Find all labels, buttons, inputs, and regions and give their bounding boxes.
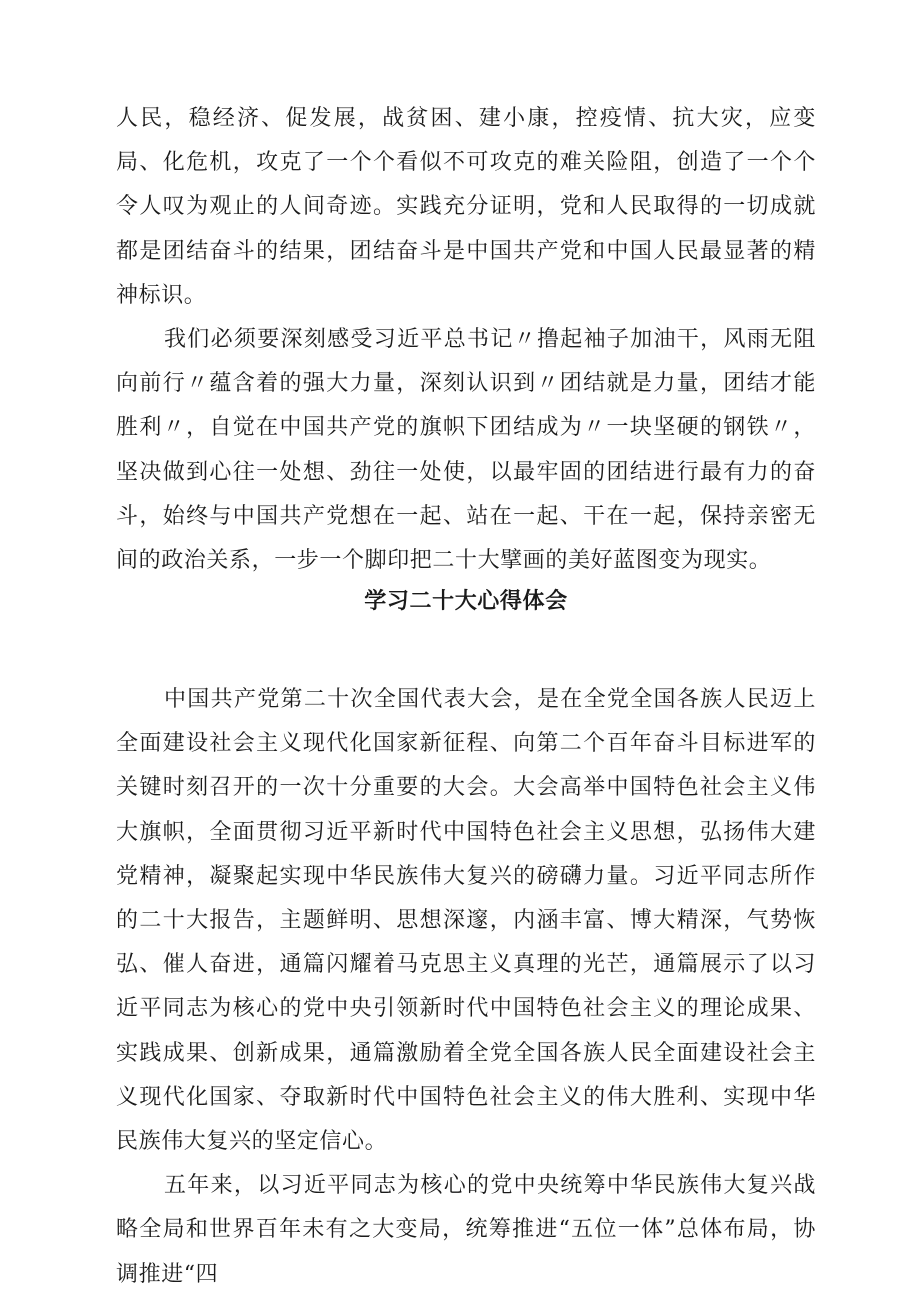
section-body: [116, 678, 816, 1297]
paragraph-unity-struggle: 我们必须要深刻感受习近平总书记〃撸起袖子加油干，风雨无阻向前行〃蕴含着的强大力量，深刻认识到〃团结就是力量，团结才能胜利〃，自觉在中国共产党的旗帜下团结成为〃一块坚硬的钢铁〃，坚决做到心往一处想、劲往一处使，以最牢固的团结进行最有力的奋斗，始终与中国共产党想在一起、站在一起、干在一起，保持亲密无间的政治关系，一步一个脚印把二十大擘画的美好蓝图变为现实。: [116, 327, 816, 574]
continued-text-section: [116, 97, 816, 583]
paragraph-continued: 人民，稳经济、促发展，战贫困、建小康，控疫情、抗大灾，应变局、化危机，攻克了一个个看似不可攻克的难关险阻，创造了一个个令人叹为观止的人间奇迹。实践充分证明，党和人民取得的一切成就都是团结奋斗的结果，团结奋斗是中国共产党和中国人民最显著的精神标识。: [116, 106, 816, 308]
section-title: 学习二十大心得体会: [364, 588, 568, 614]
paragraph-congress-intro: 中国共产党第二十次全国代表大会，是在全党全国各族人民迈上全面建设社会主义现代化国家新征程、向第二个百年奋斗目标进军的关键时刻召开的一次十分重要的大会。大会高举中国特色社会主义伟大旗帜，全面贯彻习近平新时代中国特色社会主义思想，弘扬伟大建党精神，凝聚起实现中华民族伟大复兴的磅礴力量。习近平同志所作的二十大报告，主题鲜明、思想深邃，内涵丰富、博大精深，气势恢弘、催人奋进，通篇闪耀着马克思主义真理的光芒，通篇展示了以习近平同志为核心的党中央引领新时代中国特色社会主义的理论成果、实践成果、创新成果，通篇激励着全党全国各族人民全面建设社会主义现代化国家、夺取新时代中国特色社会主义的伟大胜利、实现中华民族伟大复兴的坚定信心。: [116, 687, 816, 1155]
paragraph-five-years: 五年来，以习近平同志为核心的党中央统筹中华民族伟大复兴战略全局和世界百年未有之大变局，统筹推进“五位一体”总体布局，协调推进“四: [116, 1173, 816, 1287]
